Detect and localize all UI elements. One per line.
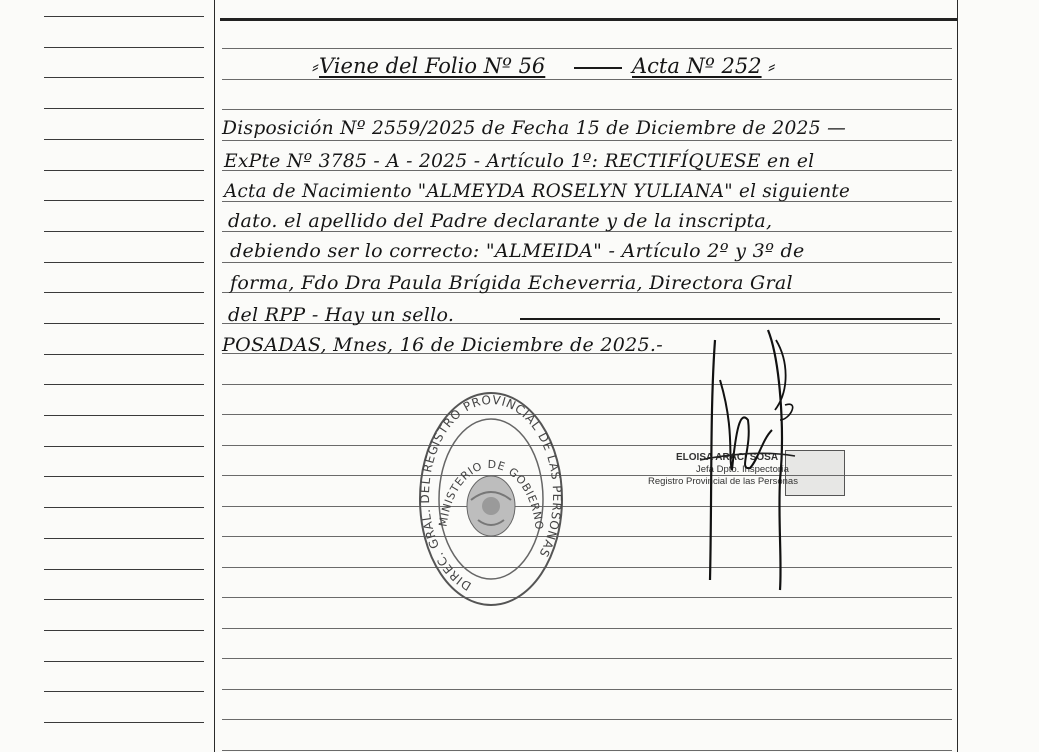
main-rule-line <box>222 658 952 659</box>
left-rule-line <box>44 446 204 447</box>
left-rule-line <box>44 415 204 416</box>
main-rule-line <box>222 262 952 263</box>
handwritten-signature <box>640 320 880 600</box>
stamp-outer-text: DIREC. GRAL. DEL REGISTRO PROVINCIAL DE LAS PERSONAS <box>417 392 565 594</box>
main-rule-line <box>222 719 952 720</box>
left-rule-line <box>44 170 204 171</box>
left-rule-line <box>44 599 204 600</box>
left-rule-line <box>44 691 204 692</box>
official-stamp <box>416 388 566 610</box>
left-rule-line <box>44 569 204 570</box>
left-rule-line <box>44 47 204 48</box>
left-rule-line <box>44 108 204 109</box>
body-line-1: Disposición Nº 2559/2025 de Fecha 15 de Diciembre de 2025 — <box>222 117 847 139</box>
left-rule-line <box>44 354 204 355</box>
left-rule-line <box>44 538 204 539</box>
left-rule-line <box>44 722 204 723</box>
main-rule-line <box>222 109 952 110</box>
left-rule-line <box>44 630 204 631</box>
viene-del-folio-text: ⸗Viene del Folio Nº 56 <box>312 54 546 78</box>
signatory-title: Jefa Dpto. Inspectoría <box>696 464 789 475</box>
right-vertical-line <box>957 0 958 752</box>
body-line-5: debiendo ser lo correcto: "ALMEIDA" - Artículo 2º y 3º de <box>230 240 805 262</box>
body-line-2: ExPte Nº 3785 - A - 2025 - Artículo 1º: RECTIFÍQUESE en el <box>224 150 815 172</box>
acta-number-text: Acta Nº 252 ⸗ <box>632 54 776 78</box>
left-rule-line <box>44 661 204 662</box>
body-line-7: del RPP - Hay un sello. <box>228 304 455 326</box>
left-rule-line <box>44 476 204 477</box>
main-rule-line <box>222 689 952 690</box>
left-rule-line <box>44 77 204 78</box>
left-rule-line <box>44 139 204 140</box>
left-rule-line <box>44 292 204 293</box>
body-line-3: Acta de Nacimiento "ALMEYDA ROSELYN YULIANA" el siguiente <box>224 180 851 202</box>
main-rule-line <box>222 750 952 751</box>
top-double-rule <box>220 18 957 21</box>
body-line-4: dato. el apellido del Padre declarante y de la inscripta, <box>228 210 773 232</box>
main-rule-line <box>222 628 952 629</box>
main-rule-line <box>222 48 952 49</box>
place-date-line: POSADAS, Mnes, 16 de Diciembre de 2025.- <box>222 334 663 356</box>
left-rule-line <box>44 200 204 201</box>
main-rule-line <box>222 79 952 80</box>
header-dash <box>574 67 622 69</box>
margin-vertical-line <box>214 0 215 752</box>
signatory-name: ELOISA ARACI SOSA <box>676 452 779 463</box>
signatory-office: Registro Provincial de las Personas <box>648 476 798 487</box>
main-rule-line <box>222 140 952 141</box>
body-line-6: forma, Fdo Dra Paula Brígida Echeverria, Directora Gral <box>230 272 793 294</box>
left-rule-line <box>44 16 204 17</box>
left-rule-line <box>44 507 204 508</box>
left-rule-line <box>44 231 204 232</box>
left-rule-line <box>44 262 204 263</box>
stamp-inner-text: MINISTERIO DE GOBIERNO <box>436 457 546 531</box>
left-rule-line <box>44 323 204 324</box>
coat-of-arms-icon <box>467 476 515 536</box>
left-rule-line <box>44 384 204 385</box>
